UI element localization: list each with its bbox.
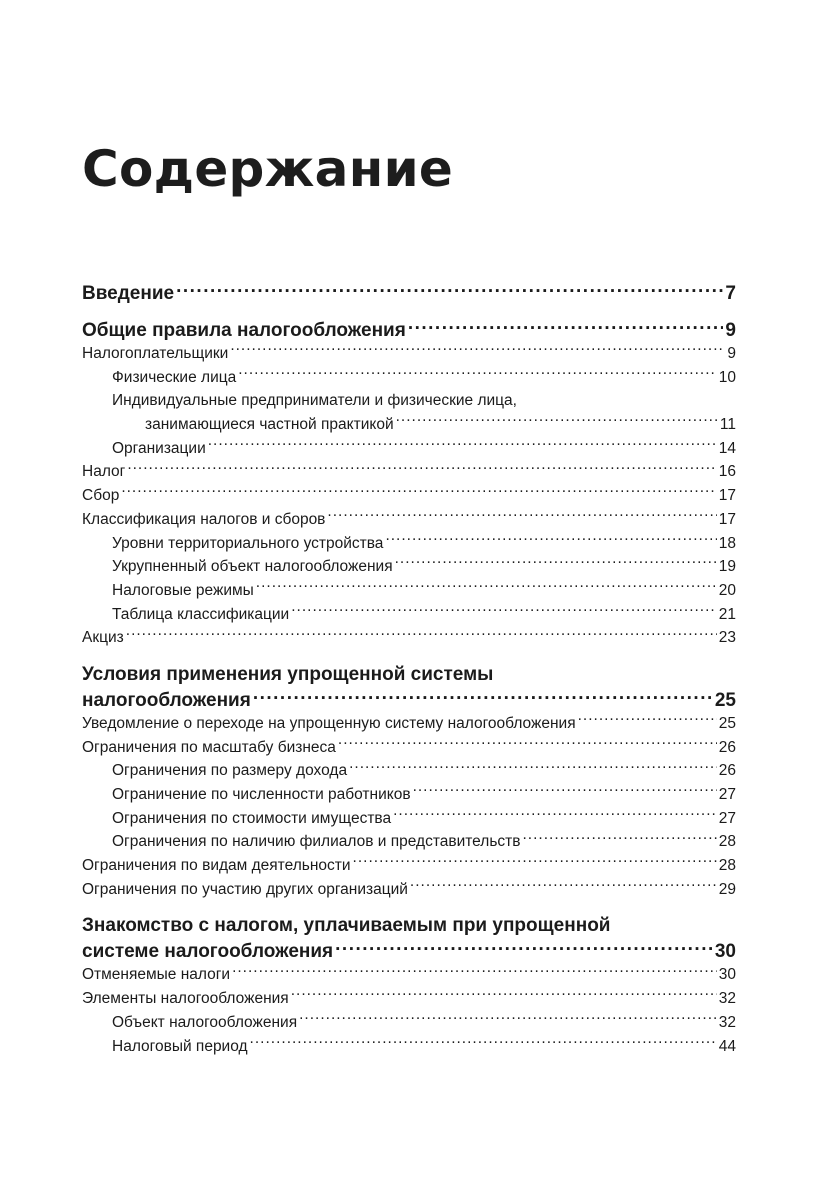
toc-page-number: 28 xyxy=(718,833,736,851)
dot-leader xyxy=(238,366,717,382)
toc-entry[interactable] xyxy=(82,366,736,390)
toc-page-number: 29 xyxy=(718,880,736,898)
toc-page-number: 25 xyxy=(714,689,736,711)
toc-entry-title: Общие правила налогообложения xyxy=(82,320,406,341)
dot-leader xyxy=(121,485,716,501)
toc-page-number: 7 xyxy=(725,283,736,304)
dot-leader xyxy=(299,1011,717,1027)
toc-entry-title: Классификация налогов и сборов xyxy=(82,510,326,528)
dot-leader xyxy=(253,687,713,706)
toc-entry-title: Акциз xyxy=(82,629,124,647)
dot-leader xyxy=(256,579,717,595)
page-title: Содержание xyxy=(82,140,454,198)
dot-leader xyxy=(396,414,718,430)
toc-entry[interactable] xyxy=(82,759,736,783)
toc-page-number: 9 xyxy=(725,320,736,341)
dot-leader xyxy=(208,437,717,453)
toc-entry-title: Отменяемые налоги xyxy=(82,966,231,984)
toc-page-number: 18 xyxy=(718,534,736,552)
toc-entry[interactable] xyxy=(82,532,736,556)
toc-entry[interactable] xyxy=(82,807,736,831)
toc-entry-title: Укрупненный объект налогообложения xyxy=(112,558,393,576)
toc-page-number: 21 xyxy=(718,605,736,623)
dot-leader xyxy=(393,807,717,823)
toc-page-number: 16 xyxy=(718,463,736,481)
toc-entry[interactable] xyxy=(82,280,736,305)
dot-leader xyxy=(230,343,725,359)
dot-leader xyxy=(327,508,716,524)
toc-entry-title: Элементы налогообложения xyxy=(82,990,289,1008)
toc-entry-title: Сбор xyxy=(82,487,120,505)
toc-entry[interactable] xyxy=(82,938,736,963)
toc-page-number: 23 xyxy=(718,629,736,647)
toc-entry[interactable] xyxy=(82,460,736,484)
toc-entry[interactable] xyxy=(82,603,736,627)
toc-entry[interactable] xyxy=(82,830,736,854)
dot-leader xyxy=(410,878,717,894)
dot-leader xyxy=(395,556,717,572)
toc-entry-title: занимающиеся частной практикой xyxy=(145,416,394,434)
dot-leader xyxy=(335,938,713,957)
toc-page-number: 26 xyxy=(718,762,736,780)
toc-page-number: 10 xyxy=(718,368,736,386)
toc-entry-title: Налоговые режимы xyxy=(112,581,254,599)
toc-entry[interactable] xyxy=(82,987,736,1011)
toc-page-number: 28 xyxy=(718,857,736,875)
toc-section-title-line: Знакомство с налогом, уплачиваемым при упрощенной xyxy=(82,915,611,937)
dot-leader xyxy=(232,964,717,980)
toc-entry[interactable] xyxy=(82,712,736,736)
toc-page-number: 44 xyxy=(718,1037,736,1055)
toc-entry[interactable] xyxy=(82,963,736,987)
toc-page-number: 32 xyxy=(718,990,736,1008)
dot-leader xyxy=(126,627,717,643)
dot-leader xyxy=(408,317,724,336)
dot-leader xyxy=(250,1035,717,1051)
toc-entry[interactable] xyxy=(82,484,736,508)
toc-entry-title: налогообложения xyxy=(82,689,251,711)
toc-entry[interactable] xyxy=(82,687,736,712)
toc-entry[interactable] xyxy=(82,508,736,532)
toc-page-number: 30 xyxy=(718,966,736,984)
toc-entry[interactable] xyxy=(82,1035,736,1059)
toc-entry[interactable] xyxy=(82,342,736,366)
toc-entry-title: Налог xyxy=(82,463,126,481)
toc-page-number: 17 xyxy=(718,487,736,505)
toc-entry-title: Налоговый период xyxy=(112,1037,248,1055)
toc-entry-title: Объект налогообложения xyxy=(112,1013,298,1031)
toc-entry-title: системе налогообложения xyxy=(82,941,334,963)
toc-entry-title: Ограничения по видам деятельности xyxy=(82,857,351,875)
dot-leader xyxy=(127,461,716,477)
toc-page-number: 14 xyxy=(718,439,736,457)
toc-entry[interactable] xyxy=(82,783,736,807)
toc-page-number: 32 xyxy=(718,1013,736,1031)
toc-page-number: 9 xyxy=(727,345,736,362)
toc-page-number: 26 xyxy=(718,738,736,756)
toc-page-number: 11 xyxy=(719,416,736,434)
toc-page-number: 27 xyxy=(718,786,736,803)
toc-entry[interactable] xyxy=(82,317,736,342)
dot-leader xyxy=(291,988,717,1004)
toc-entry-title: Введение xyxy=(82,283,175,304)
toc-entry[interactable] xyxy=(82,555,736,579)
toc-entry[interactable] xyxy=(82,437,736,461)
toc-page-number: 25 xyxy=(718,714,736,732)
dot-leader xyxy=(349,760,717,776)
table-of-contents xyxy=(82,280,736,1058)
toc-entry-title: Ограничения по наличию филиалов и представительств xyxy=(112,833,521,851)
toc-entry-title: Таблица классификации xyxy=(112,605,290,623)
toc-entry-title: Ограничения по стоимости имущества xyxy=(112,809,392,827)
toc-entry-title: Ограничения по масштабу бизнеса xyxy=(82,738,336,756)
toc-entry[interactable] xyxy=(82,1011,736,1035)
toc-page-number: 17 xyxy=(718,510,736,528)
toc-entry-title: Физические лица xyxy=(112,368,237,386)
toc-page-number: 27 xyxy=(718,809,736,827)
toc-entry-title: Ограничение по численности работников xyxy=(112,786,411,803)
toc-entry-title: Налогоплательщики xyxy=(82,345,229,362)
toc-entry-title: Уведомление о переходе на упрощенную систему налогообложения xyxy=(82,714,576,732)
dot-leader xyxy=(353,855,717,871)
toc-entry[interactable] xyxy=(82,626,736,650)
toc-entry[interactable] xyxy=(82,413,736,437)
toc-page-number: 20 xyxy=(718,581,736,599)
toc-entry-title: Организации xyxy=(112,439,206,457)
dot-leader xyxy=(291,603,717,619)
toc-page-number: 30 xyxy=(714,941,736,963)
toc-section-title-line: Условия применения упрощенной системы xyxy=(82,663,494,685)
dot-leader xyxy=(176,280,723,299)
dot-leader xyxy=(413,784,717,800)
toc-entry-title: Ограничения по участию других организаций xyxy=(82,880,408,898)
dot-leader xyxy=(338,736,717,752)
toc-entry[interactable] xyxy=(82,736,736,760)
toc-entry-title-line: Индивидуальные предприниматели и физические лица, xyxy=(112,392,517,410)
toc-entry-title: Уровни территориального устройства xyxy=(112,534,384,552)
dot-leader xyxy=(578,712,717,728)
dot-leader xyxy=(385,532,716,548)
toc-entry[interactable] xyxy=(82,854,736,878)
toc-entry[interactable] xyxy=(82,579,736,603)
toc-entry[interactable] xyxy=(82,878,736,902)
toc-entry-title: Ограничения по размеру дохода xyxy=(112,762,348,780)
dot-leader xyxy=(523,831,717,847)
toc-page-number: 19 xyxy=(718,558,736,576)
